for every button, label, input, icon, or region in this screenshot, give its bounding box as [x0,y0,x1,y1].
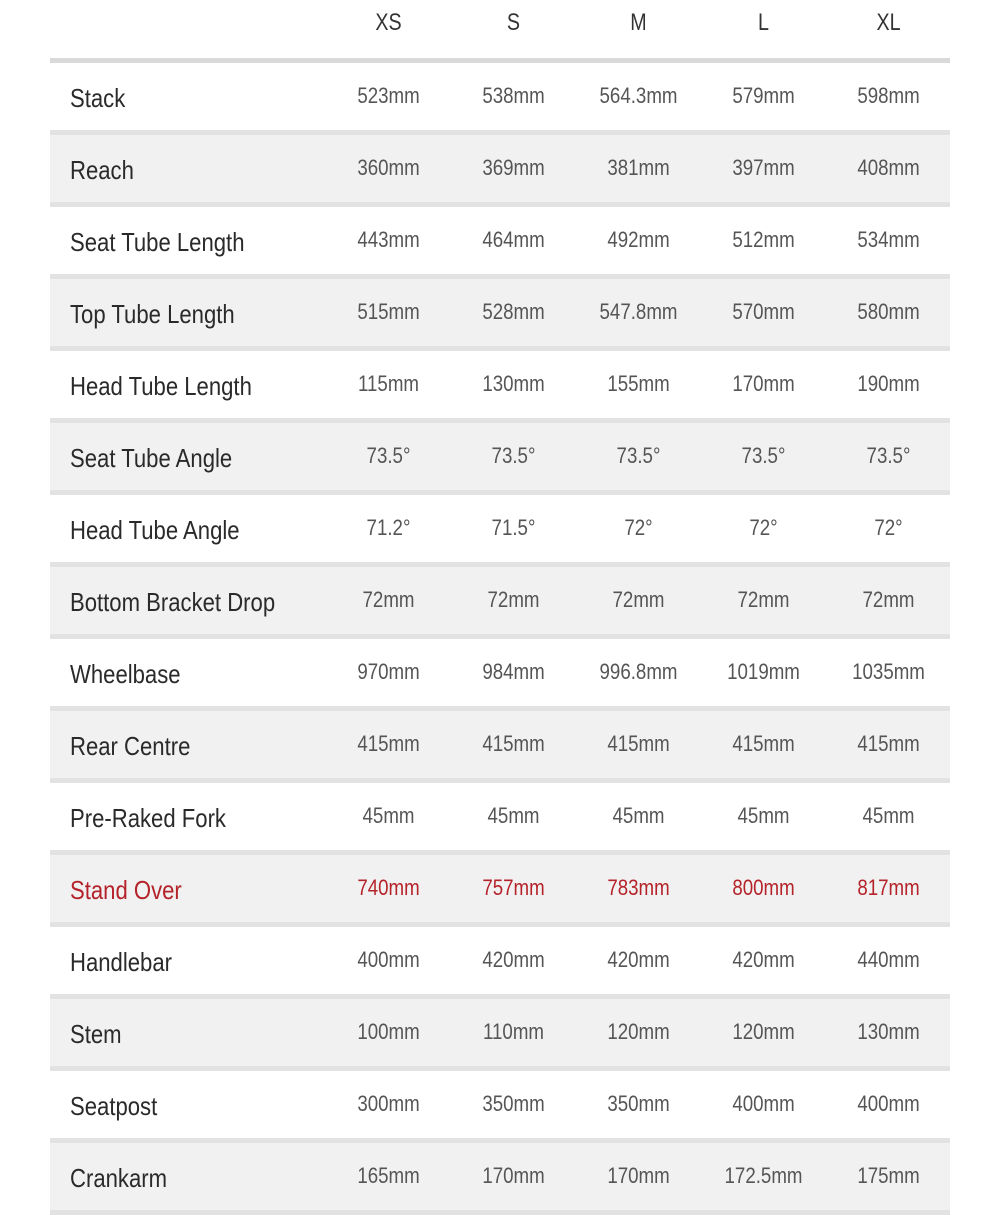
table-row [50,1143,950,1215]
table-row [50,495,950,567]
row-value: 415mm [732,731,795,756]
table-row [50,783,950,855]
row-value: 72mm [737,587,790,612]
row-value: 817mm [857,875,920,900]
row-value: 369mm [482,155,545,180]
row-value: 115mm [358,371,419,396]
table-row [50,207,950,279]
row-value: 515mm [357,299,420,324]
row-value: 120mm [732,1019,795,1044]
row-value: 492mm [607,227,670,252]
row-value: 381mm [607,155,670,180]
row-value: 408mm [857,155,920,180]
row-label: Bottom Bracket Drop [70,587,276,617]
row-value: 783mm [607,875,670,900]
row-label: Seatpost [70,1091,158,1121]
row-value: 72° [624,515,653,540]
row-value: 598mm [857,83,920,108]
table-row [50,63,950,135]
row-value: 71.5° [491,515,536,540]
row-value: 970mm [357,659,420,684]
row-value: 172.5mm [724,1163,803,1188]
row-value: 415mm [357,731,420,756]
row-value: 464mm [482,227,545,252]
row-label: Handlebar [70,947,172,977]
row-value: 1035mm [852,659,925,684]
row-value: 528mm [482,299,545,324]
row-value: 45mm [612,803,665,828]
row-value: 170mm [482,1163,545,1188]
row-value: 534mm [857,227,920,252]
table-row [50,351,950,423]
row-label: Seat Tube Length [70,227,245,257]
row-value: 740mm [357,875,420,900]
table-row [50,999,950,1071]
table-row [50,639,950,711]
row-value: 420mm [732,947,795,972]
row-label: Stand Over [70,875,182,905]
row-label: Stack [70,83,126,113]
row-value: 300mm [357,1091,420,1116]
row-value: 170mm [732,371,795,396]
size-header-xl: XL [876,9,901,36]
row-value: 72mm [612,587,665,612]
row-value: 420mm [607,947,670,972]
row-label: Crankarm [70,1163,168,1193]
row-value: 100mm [357,1019,420,1044]
row-label: Top Tube Length [70,299,235,329]
row-value: 155mm [607,371,670,396]
row-value: 72mm [487,587,540,612]
row-value: 512mm [732,227,795,252]
row-value: 523mm [357,83,420,108]
row-value: 360mm [357,155,420,180]
row-label: Wheelbase [70,659,181,689]
row-label: Seat Tube Angle [70,443,233,473]
row-value: 420mm [482,947,545,972]
size-header-row [50,0,950,63]
row-value: 570mm [732,299,795,324]
row-value: 984mm [482,659,545,684]
row-value: 130mm [482,371,545,396]
row-value: 579mm [732,83,795,108]
row-value: 45mm [362,803,415,828]
row-label: Head Tube Length [70,371,252,401]
row-value: 400mm [857,1091,920,1116]
row-value: 73.5° [366,443,411,468]
row-value: 73.5° [741,443,786,468]
row-value: 190mm [857,371,920,396]
table-body [50,63,950,1215]
size-header-s: S [506,9,521,36]
table-row [50,135,950,207]
row-value: 45mm [737,803,790,828]
row-value: 415mm [482,731,545,756]
row-value: 110mm [483,1019,544,1044]
table-row [50,567,950,639]
row-value: 415mm [607,731,670,756]
row-value: 170mm [607,1163,670,1188]
row-value: 72mm [862,587,915,612]
row-label: Stem [70,1019,122,1049]
row-value: 800mm [732,875,795,900]
row-value: 45mm [862,803,915,828]
row-value: 165mm [357,1163,420,1188]
table-row [50,927,950,999]
row-label: Reach [70,155,134,185]
row-value: 45mm [487,803,540,828]
size-header-xs: XS [375,9,402,36]
row-value: 757mm [482,875,545,900]
row-value: 400mm [732,1091,795,1116]
size-header-l: L [758,9,769,36]
row-value: 996.8mm [599,659,678,684]
table-row [50,1071,950,1143]
row-label: Head Tube Angle [70,515,240,545]
row-value: 1019mm [727,659,800,684]
row-value: 397mm [732,155,795,180]
geometry-table [50,0,950,1215]
row-value: 440mm [857,947,920,972]
row-value: 175mm [857,1163,920,1188]
row-value: 564.3mm [599,83,678,108]
table-row [50,279,950,351]
table-row [50,855,950,927]
row-value: 350mm [482,1091,545,1116]
row-value: 350mm [607,1091,670,1116]
row-value: 72° [874,515,903,540]
row-value: 73.5° [866,443,911,468]
row-value: 443mm [357,227,420,252]
row-value: 73.5° [491,443,536,468]
row-value: 415mm [857,731,920,756]
row-label: Rear Centre [70,731,191,761]
row-value: 73.5° [616,443,661,468]
row-value: 120mm [607,1019,670,1044]
row-value: 547.8mm [599,299,678,324]
row-value: 72° [749,515,778,540]
row-value: 71.2° [366,515,411,540]
table-row [50,423,950,495]
row-value: 130mm [857,1019,920,1044]
size-header-m: M [630,9,647,36]
row-value: 72mm [362,587,415,612]
row-value: 400mm [357,947,420,972]
table-row [50,711,950,783]
row-value: 580mm [857,299,920,324]
row-label: Pre-Raked Fork [70,803,226,833]
row-value: 538mm [482,83,545,108]
